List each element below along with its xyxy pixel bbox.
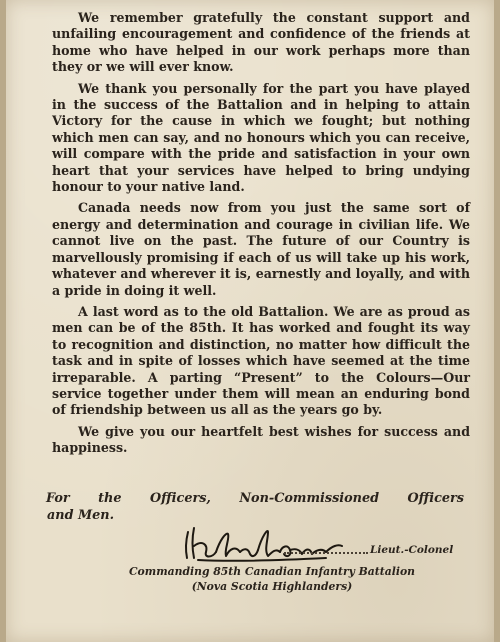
- command-line-2: (Nova Scotia Highlanders): [191, 580, 353, 593]
- command-block: [0, 564, 500, 594]
- rank-label: Lieut.-Colonel: [370, 544, 454, 556]
- paragraph-canada: Canada needs now from you just the same sort of energy and determination and courage in civilian life. We cannot live on the past. The future of our Country is marvellously promising if each of us will take up his work, whatever and wherever it is, earnestly and loyally, and with a pride in doing it well.: [52, 200, 470, 298]
- paragraph-thanks: We thank you personally for the part you have played in the success of the Battalion and in helping to attain Victory for the cause in which we fought; but nothing which men can say, and no honours which you can receive, will compare with the pride and satisfaction in your own heart that your services have helped to bring undying honour to your native land.: [52, 80, 470, 195]
- paragraph-gratitude: We remember gratefully the constant support and unfailing encouragement and confidence of the friends at home who have helped in our work perhaps more than they or we will ever know.: [52, 10, 470, 75]
- closing-line-2: and Men.: [47, 508, 115, 523]
- letter-body: [52, 10, 470, 462]
- command-line-1: Commanding 85th Canadian Infantry Battalion: [128, 565, 416, 578]
- paragraph-best-wishes: We give you our heartfelt best wishes for success and happiness.: [52, 423, 470, 456]
- signature-dotted-line: [284, 552, 368, 554]
- paragraph-battalion: A last word as to the old Battalion. We are as proud as men can be of the 85th. It has worked and fought its way to recognition and distinction, no matter how difficult the task and in spite of losses which have seemed at the time irreparable. A parting “Present” to the Colours—Our service together under them will mean an enduring bond of friendship between us all as the years go by.: [52, 303, 470, 418]
- closing-line-1: For the Officers, Non-Commissioned Officers: [46, 491, 464, 506]
- handwritten-signature: [176, 518, 346, 564]
